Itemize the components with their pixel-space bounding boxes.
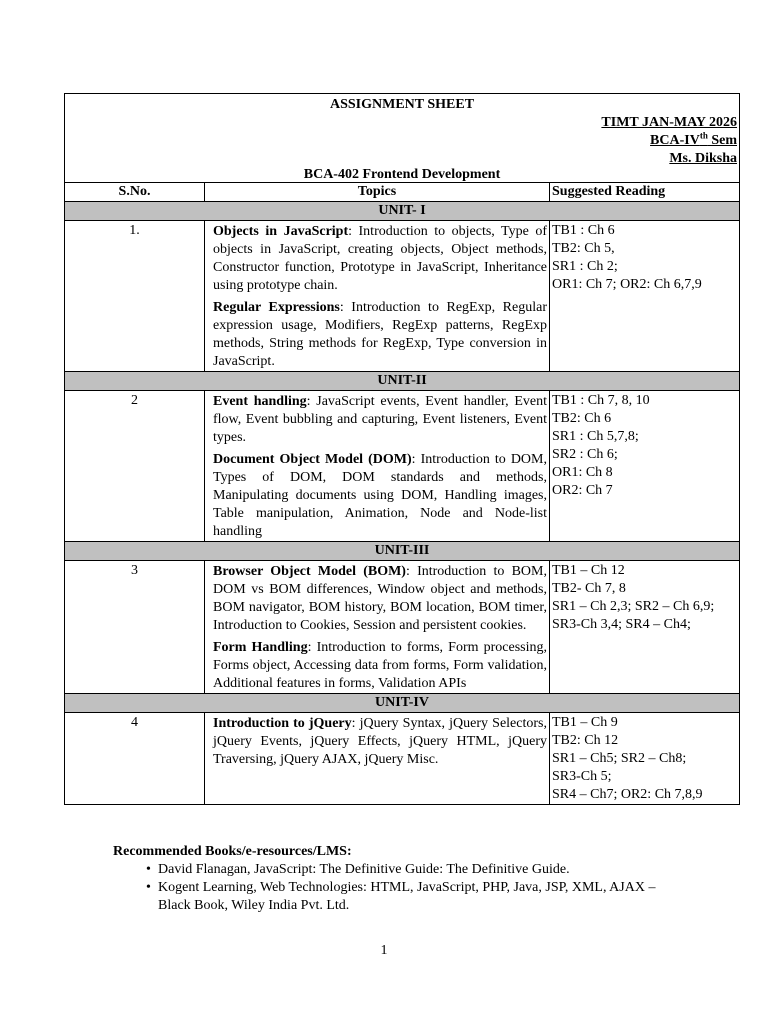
unit-label: UNIT-IV [65, 694, 740, 713]
course-semester: BCA-IVth Sem [650, 130, 738, 148]
reading-line: SR1 – Ch5; SR2 – Ch8; [552, 751, 687, 766]
topic-heading: Regular Expressions [213, 300, 340, 315]
reading-line: TB2: Ch 6 [552, 411, 612, 426]
topics-cell [205, 221, 550, 372]
topics-cell [205, 391, 550, 542]
topic-paragraph [213, 393, 547, 447]
book-item [113, 861, 673, 879]
reading-line: TB1 – Ch 12 [552, 563, 625, 578]
serial-number: 2 [65, 391, 205, 542]
recommended-books [113, 843, 673, 915]
reading-line: TB2- Ch 7, 8 [552, 581, 626, 596]
faculty-name: Ms. Diksha [669, 151, 738, 166]
topics-cell [205, 561, 550, 694]
reading-line: SR4 – Ch7; OR2: Ch 7,8,9 [552, 787, 703, 802]
books-list [113, 861, 673, 915]
reading-line: OR1: Ch 8 [552, 465, 613, 480]
topics-header: Topics [205, 183, 550, 202]
reading-line: SR3-Ch 3,4; SR4 – Ch4; [552, 617, 691, 632]
serial-number: 1. [65, 221, 205, 372]
reading-line: SR1 – Ch 2,3; SR2 – Ch 6,9; [552, 599, 715, 614]
serial-number: 3 [65, 561, 205, 694]
subject-title: BCA-402 Frontend Development [303, 167, 501, 182]
sheet-header [65, 94, 740, 183]
sheet-title: ASSIGNMENT SHEET [329, 97, 475, 112]
unit-label: UNIT- I [65, 202, 740, 221]
reading-cell [550, 713, 740, 805]
topic-heading: Form Handling [213, 640, 308, 655]
topic-heading: Document Object Model (DOM) [213, 452, 412, 467]
topic-text: : Introduction to DOM, Types of DOM, DOM standards and methods, Manipulating documents using DOM, Handling images, Table manipulation, Animation, Node and Node-list handling [213, 452, 547, 539]
reading-header: Suggested Reading [550, 183, 740, 202]
topics-cell [205, 713, 550, 805]
bullet-icon: • [146, 862, 151, 877]
topic-paragraph [213, 451, 547, 541]
table-row [65, 561, 740, 694]
reading-cell [550, 221, 740, 372]
reading-line: TB1 : Ch 6 [552, 223, 615, 238]
table-row [65, 713, 740, 805]
reading-cell [550, 391, 740, 542]
reading-line: TB2: Ch 12 [552, 733, 619, 748]
topic-paragraph [213, 563, 547, 635]
unit-header-row [65, 542, 740, 561]
book-text: Kogent Learning, Web Technologies: HTML, JavaScript, PHP, Java, JSP, XML, AJAX – Black Book, Wiley India Pvt. Ltd. [158, 880, 656, 913]
reading-line: TB1 : Ch 7, 8, 10 [552, 393, 650, 408]
book-item [113, 879, 673, 915]
table-row [65, 221, 740, 372]
topic-paragraph [213, 639, 547, 693]
column-headers [65, 183, 740, 202]
topic-text: : Introduction to objects, Type of objects in JavaScript, creating objects, Object methods, Constructor function, Prototype in JavaScript, Inheritance using prototype chain. [213, 224, 547, 293]
reading-line: TB1 – Ch 9 [552, 715, 618, 730]
topic-text: : Introduction to RegExp, Regular expression usage, Modifiers, RegExp patterns, RegExp methods, String methods for RegExp, Type conversion in JavaScript. [213, 300, 547, 369]
books-title: Recommended Books/e-resources/LMS: [113, 844, 352, 859]
topic-paragraph [213, 223, 547, 295]
bullet-icon: • [146, 880, 151, 895]
topic-text: : JavaScript events, Event handler, Event flow, Event bubbling and capturing, Event listeners, Event types. [213, 394, 547, 445]
topic-heading: Browser Object Model (BOM) [213, 564, 406, 579]
page-number: 1 [380, 943, 388, 958]
serial-number: 4 [65, 713, 205, 805]
reading-line: SR2 : Ch 6; [552, 447, 618, 462]
topic-text: : Introduction to BOM, DOM vs BOM differences, Window object and methods, BOM navigator, BOM history, BOM location, BOM timer, Introduction to Cookies, Session and persistent cookies. [213, 564, 547, 633]
unit-header-row [65, 372, 740, 391]
units-body [65, 202, 740, 805]
unit-label: UNIT-II [65, 372, 740, 391]
assignment-table [64, 93, 740, 805]
topic-paragraph [213, 299, 547, 371]
reading-line: SR3-Ch 5; [552, 769, 612, 784]
topic-heading: Event handling [213, 394, 307, 409]
reading-line: TB2: Ch 5, [552, 241, 615, 256]
topic-text: : Introduction to forms, Form processing, Forms object, Accessing data from forms, Form validation, Additional features in forms, Validation APIs [213, 640, 547, 691]
topic-heading: Objects in JavaScript [213, 224, 349, 239]
unit-header-row [65, 694, 740, 713]
table-row [65, 391, 740, 542]
reading-line: OR1: Ch 7; OR2: Ch 6,7,9 [552, 277, 702, 292]
unit-header-row [65, 202, 740, 221]
reading-line: SR1 : Ch 5,7,8; [552, 429, 639, 444]
reading-line: SR1 : Ch 2; [552, 259, 618, 274]
sno-header: S.No. [65, 183, 205, 202]
reading-line: OR2: Ch 7 [552, 483, 613, 498]
unit-label: UNIT-III [65, 542, 740, 561]
book-text: David Flanagan, JavaScript: The Definitive Guide: The Definitive Guide. [158, 862, 570, 877]
topic-paragraph [213, 715, 547, 769]
topic-heading: Introduction to jQuery [213, 716, 352, 731]
reading-cell [550, 561, 740, 694]
topic-text: : jQuery Syntax, jQuery Selectors, jQuery Events, jQuery Effects, jQuery HTML, jQuery Traversing, jQuery AJAX, jQuery Misc. [213, 716, 547, 767]
institute-session: TIMT JAN-MAY 2026 [601, 115, 738, 130]
